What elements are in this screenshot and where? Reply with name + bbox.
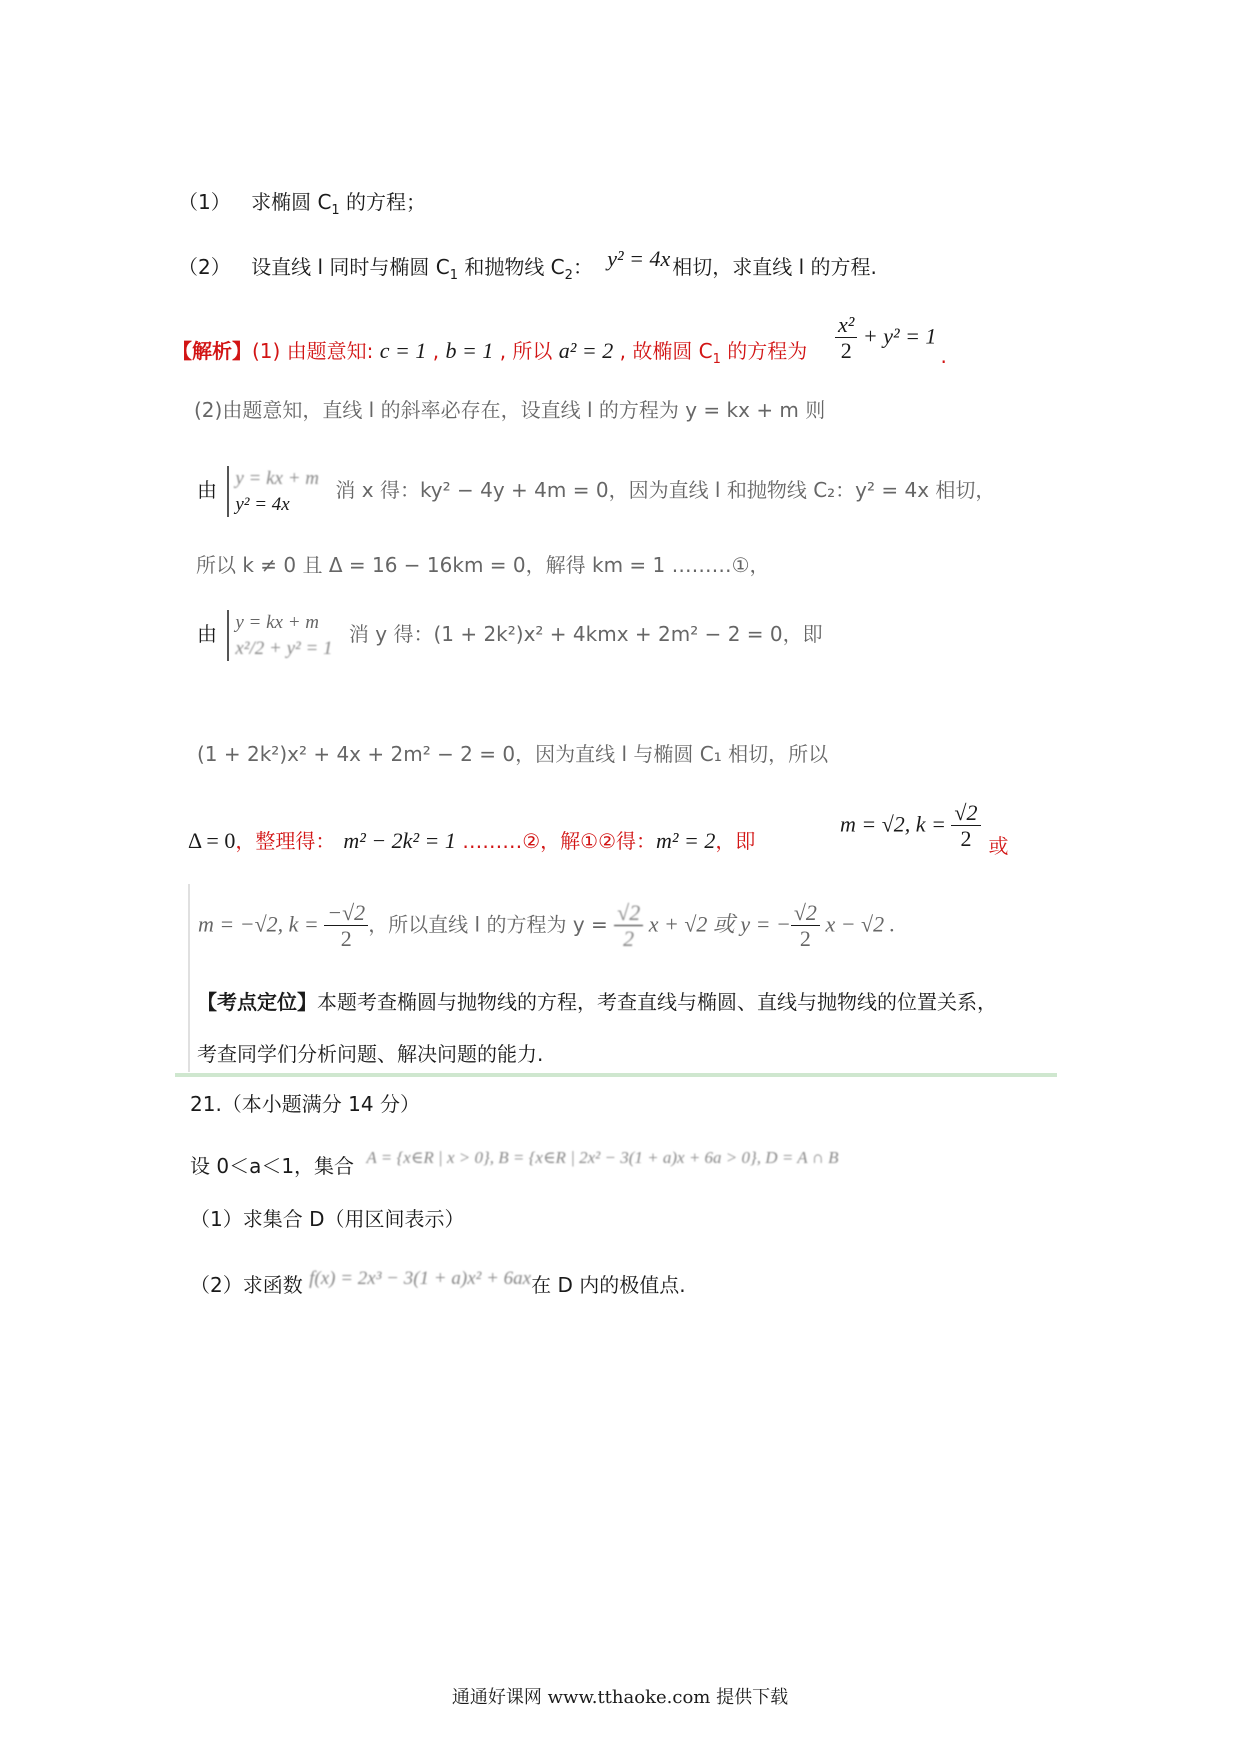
solution-line-7 [188,828,755,854]
solution-text: , 所以 [493,339,559,363]
solution-line-1 [172,338,807,368]
part-text: ： [572,255,593,279]
ellipse-equation [835,312,947,369]
fraction-denominator: 2 [623,926,635,952]
equation: c = 1 [379,338,427,363]
equation: Δ = 0 [188,828,236,853]
equation: m = √2, k = [840,811,952,837]
fraction [791,900,820,952]
question-title: 21.（本小题满分 14 分） [190,1092,420,1116]
question-part-2 [178,246,877,284]
function-expression: f(x) = 2x³ − 3(1 + a)x² + 6ax [309,1268,532,1289]
equation: b = 1 [445,338,494,363]
fraction-numerator: −√2 [324,900,368,926]
part-text: 的方程； [339,190,427,214]
solution-text: 或 [988,834,1009,859]
solution-text: (1) 由题意知: [252,339,380,363]
equation-system [227,610,332,661]
solution-text: , 故椭圆 C [613,339,713,363]
parabola-equation: y² = 4x [607,246,671,271]
solution-text: ，所以直线 l 的方程为 y = [368,912,615,937]
fraction [614,900,643,952]
subscript: 1 [712,352,721,367]
subscript: 1 [331,203,340,218]
solution-tag: 【解析】 [172,339,252,363]
period: . [940,344,947,369]
solution-text: 所以 k ≠ 0 且 Δ = 16 − 16km = 0，解得 km = 1 ………①， [196,553,770,577]
solution-line-7-right [840,800,1009,859]
solution-text: (1 + 2k²)x² + 4x + 2m² − 2 = 0，因为直线 l 与椭圆 C₁ 相切，所以 [197,742,829,766]
part-number: （1） [178,190,231,214]
equation: m² = 2 [656,828,716,853]
system-equation: y² = 4x [235,493,290,515]
subscript: 2 [564,268,573,283]
question-text: 设 0＜a＜1，集合 [190,1154,355,1178]
kaodian-line-1 [197,990,997,1014]
solution-text: 由 [197,478,217,503]
equation: a² = 2 [558,338,614,363]
question-text: （1）求集合 D（用区间表示） [190,1207,465,1231]
section-divider [175,1073,1057,1077]
question-part-1 [178,190,426,219]
solution-text: (2)由题意知，直线 l 的斜率必存在，设直线 l 的方程为 y = kx + m 则 [194,398,826,422]
system-equation: y = kx + m [235,612,320,633]
kaodian-line-2 [197,1042,543,1066]
solution-text: ………②，解①②得： [455,829,657,853]
kaodian-text: 考查同学们分析问题、解决问题的能力. [197,1042,544,1066]
subscript: 1 [449,268,458,283]
fraction-denominator: 2 [840,338,852,364]
kaodian-tag: 【考点定位】 [197,990,317,1014]
footer-credit: 通通好课网 www.tthaoke.com 提供下载 [451,1687,789,1708]
solution-text: ，整理得： [235,829,336,853]
part-number: （2） [178,255,231,279]
q21-part-1 [190,1207,464,1231]
system-equation: x²/2 + y² = 1 [235,637,333,659]
solution-text: 消 x 得：ky² − 4y + 4m = 0，因为直线 l 和抛物线 C₂：y² = 4x 相切， [335,478,996,503]
fraction-numerator: √2 [951,800,980,826]
solution-text: ，即 [715,829,756,853]
fraction [951,800,980,852]
fraction-numerator: √2 [614,900,643,926]
set-expression: A = {x∈R | x > 0}, B = {x∈R | 2x² − 3(1 + a)x + 6a > 0}, D = A ∩ B [366,1148,839,1167]
question-text: （2）求函数 [190,1273,303,1297]
solution-line-4 [196,553,770,577]
part-text: 相切，求直线 l 的方程. [672,255,877,279]
solution-text: 的方程为 [720,339,808,363]
equation: + y² = 1 [857,323,937,349]
solution-line-2 [194,398,825,422]
solution-line-8 [198,900,895,952]
solution-text: , [426,339,446,363]
part-text: 设直线 l 同时与椭圆 C [251,255,450,279]
equation: x + √2 或 y = − [643,911,791,937]
question-text: 在 D 内的极值点. [531,1273,686,1297]
solution-text: 消 y 得：(1 + 2k²)x² + 4kmx + 2m² − 2 = 0，即 [348,622,823,647]
equation-system [227,466,319,517]
fraction-denominator: 2 [799,926,811,952]
part-text: 求椭圆 C [251,190,332,214]
equation: x − √2 . [819,911,896,937]
equation: m² − 2k² = 1 [343,828,456,853]
equation: m = −√2, k = [198,911,325,937]
q21-title [190,1092,420,1116]
fraction-numerator: x² [835,312,857,338]
fraction-numerator: √2 [791,900,820,926]
fraction [324,900,368,952]
system-equation: y = kx + m [235,468,320,489]
fraction-denominator: 2 [340,926,352,952]
kaodian-text: 本题考查椭圆与抛物线的方程，考查直线与椭圆、直线与抛物线的位置关系， [317,990,997,1014]
system-1-line [197,466,995,517]
q21-set-line [190,1148,839,1178]
solution-line-6 [197,742,828,766]
fraction [835,312,857,364]
margin-rule [188,884,190,1072]
q21-part-2 [190,1268,686,1299]
system-2-line [197,610,823,661]
fraction-denominator: 2 [960,826,972,852]
solution-text: 由 [197,622,217,647]
part-text: 和抛物线 C [457,255,565,279]
